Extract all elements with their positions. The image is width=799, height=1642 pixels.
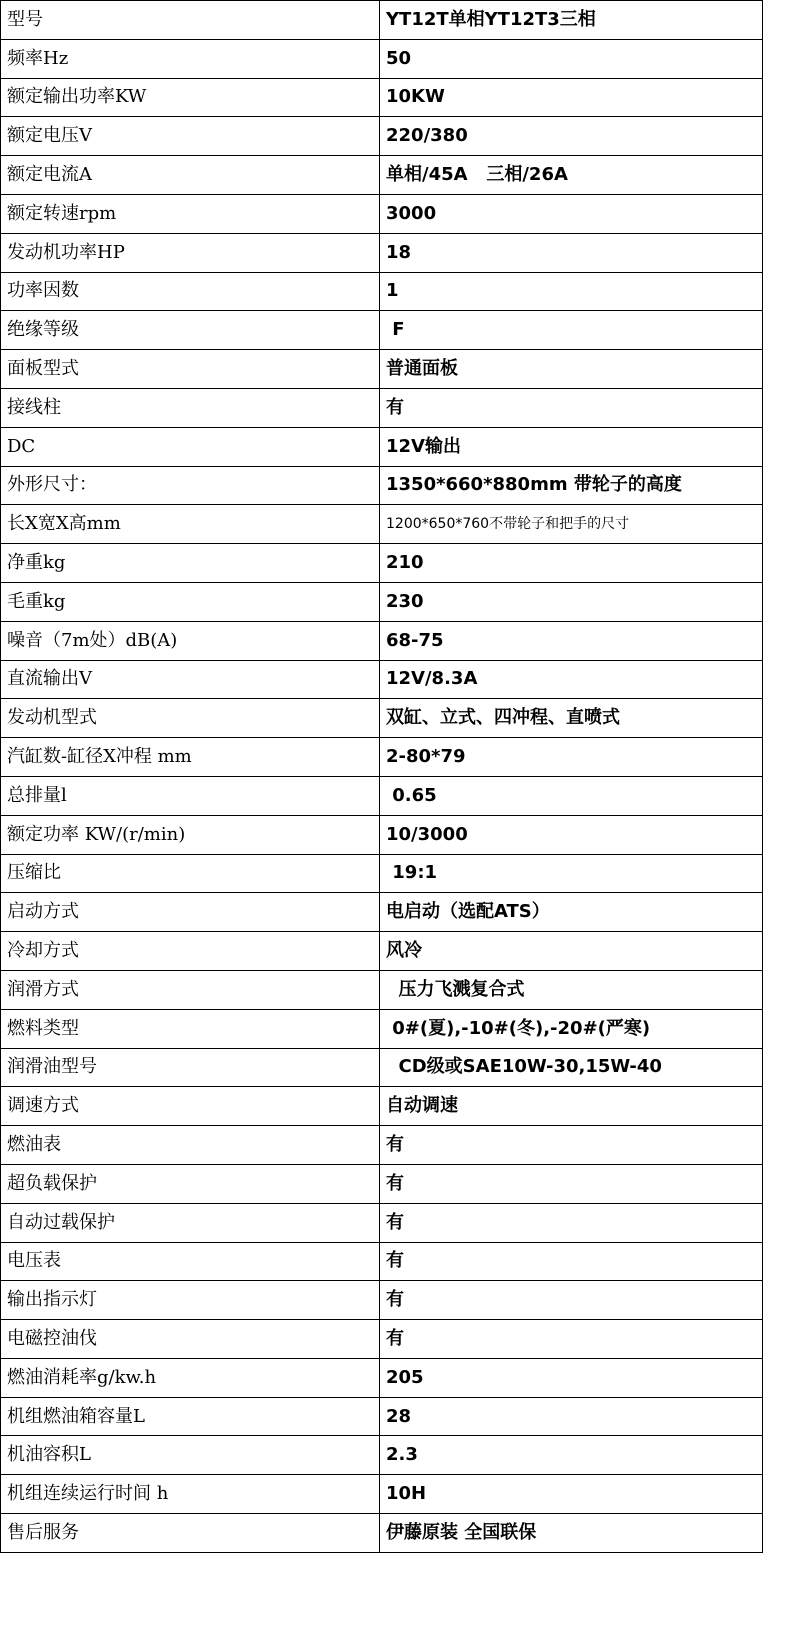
table-row	[1, 970, 763, 1009]
spec-value-cell: 1350*660*880mm 带轮子的高度	[380, 466, 763, 505]
table-row	[1, 854, 763, 893]
table-row	[1, 156, 763, 195]
table-row	[1, 117, 763, 156]
table-row	[1, 505, 763, 544]
table-row	[1, 1126, 763, 1165]
spec-value-cell: 12V/8.3A	[380, 660, 763, 699]
spec-label-cell: 电磁控油伐	[1, 1320, 380, 1359]
table-row	[1, 466, 763, 505]
spec-label-cell: 自动过载保护	[1, 1203, 380, 1242]
spec-value-cell: 0.65	[380, 776, 763, 815]
spec-value-cell: 电启动（选配ATS）	[380, 893, 763, 932]
spec-value-cell: 有	[380, 388, 763, 427]
table-row	[1, 427, 763, 466]
spec-value-cell: 有	[380, 1164, 763, 1203]
table-row	[1, 1164, 763, 1203]
spec-label-cell: 噪音（7m处）dB(A)	[1, 621, 380, 660]
spec-label-cell: 发动机型式	[1, 699, 380, 738]
spec-label-cell: 启动方式	[1, 893, 380, 932]
table-row	[1, 194, 763, 233]
spec-value-cell: 有	[380, 1242, 763, 1281]
spec-label-cell: 净重kg	[1, 544, 380, 583]
spec-label-cell: 外形尺寸：	[1, 466, 380, 505]
table-row	[1, 815, 763, 854]
table-row	[1, 699, 763, 738]
spec-label-cell: 接线柱	[1, 388, 380, 427]
table-row	[1, 893, 763, 932]
spec-label-cell: 燃油消耗率g/kw.h	[1, 1358, 380, 1397]
spec-label-cell: 调速方式	[1, 1087, 380, 1126]
table-row	[1, 776, 763, 815]
spec-label-cell: 售后服务	[1, 1514, 380, 1553]
spec-table-body	[1, 1, 763, 1553]
spec-value-cell: CD级或SAE10W-30,15W-40	[380, 1048, 763, 1087]
table-row	[1, 932, 763, 971]
spec-value-cell: 1	[380, 272, 763, 311]
table-row	[1, 1358, 763, 1397]
spec-value-cell: 18	[380, 233, 763, 272]
table-row	[1, 39, 763, 78]
table-row	[1, 1048, 763, 1087]
spec-label-cell: 额定电压V	[1, 117, 380, 156]
spec-label-cell: 压缩比	[1, 854, 380, 893]
spec-value-cell: 19:1	[380, 854, 763, 893]
spec-value-cell: 210	[380, 544, 763, 583]
spec-label-cell: 燃料类型	[1, 1009, 380, 1048]
spec-value-cell: 68-75	[380, 621, 763, 660]
table-row	[1, 233, 763, 272]
spec-value-cell: 220/380	[380, 117, 763, 156]
spec-label-cell: 总排量l	[1, 776, 380, 815]
table-row	[1, 388, 763, 427]
spec-value-cell: 28	[380, 1397, 763, 1436]
spec-value-cell: F	[380, 311, 763, 350]
spec-value-cell: 有	[380, 1281, 763, 1320]
table-row	[1, 78, 763, 117]
spec-label-cell: 额定功率 KW/(r/min)	[1, 815, 380, 854]
table-row	[1, 1397, 763, 1436]
spec-label-cell: 冷却方式	[1, 932, 380, 971]
spec-label-cell: 机组燃油箱容量L	[1, 1397, 380, 1436]
spec-value-cell: 12V输出	[380, 427, 763, 466]
spec-value-cell: 自动调速	[380, 1087, 763, 1126]
spec-label-cell: 频率Hz	[1, 39, 380, 78]
spec-label-cell: 汽缸数-缸径X冲程 mm	[1, 738, 380, 777]
spec-value-cell: 0#(夏),-10#(冬),-20#(严寒)	[380, 1009, 763, 1048]
spec-value-cell: 230	[380, 582, 763, 621]
table-row	[1, 544, 763, 583]
table-row	[1, 350, 763, 389]
spec-value-cell: 10/3000	[380, 815, 763, 854]
spec-label-cell: 机组连续运行时间 h	[1, 1475, 380, 1514]
table-row	[1, 1087, 763, 1126]
table-row	[1, 582, 763, 621]
spec-label-cell: 型号	[1, 1, 380, 40]
table-row	[1, 621, 763, 660]
table-row	[1, 1009, 763, 1048]
spec-label-cell: 功率因数	[1, 272, 380, 311]
table-row	[1, 1281, 763, 1320]
table-row	[1, 1, 763, 40]
spec-label-cell: 绝缘等级	[1, 311, 380, 350]
table-row	[1, 738, 763, 777]
spec-value-cell: 2-80*79	[380, 738, 763, 777]
spec-label-cell: 超负载保护	[1, 1164, 380, 1203]
spec-value-cell: 10KW	[380, 78, 763, 117]
spec-label-cell: 输出指示灯	[1, 1281, 380, 1320]
spec-value-cell: 普通面板	[380, 350, 763, 389]
spec-label-cell: 面板型式	[1, 350, 380, 389]
table-row	[1, 660, 763, 699]
spec-value-cell: 有	[380, 1126, 763, 1165]
spec-label-cell: 额定输出功率KW	[1, 78, 380, 117]
spec-value-cell: 双缸、立式、四冲程、直喷式	[380, 699, 763, 738]
spec-value-cell: 压力飞溅复合式	[380, 970, 763, 1009]
spec-value-cell: 风冷	[380, 932, 763, 971]
spec-label-cell: 电压表	[1, 1242, 380, 1281]
spec-value-cell: 单相/45A 三相/26A	[380, 156, 763, 195]
table-row	[1, 1436, 763, 1475]
table-row	[1, 1203, 763, 1242]
spec-label-cell: 额定电流A	[1, 156, 380, 195]
table-row	[1, 1242, 763, 1281]
spec-value-cell: 3000	[380, 194, 763, 233]
spec-value-cell: 有	[380, 1203, 763, 1242]
table-row	[1, 1475, 763, 1514]
spec-label-cell: 额定转速rpm	[1, 194, 380, 233]
spec-value-cell: 1200*650*760不带轮子和把手的尺寸	[380, 505, 763, 544]
spec-value-cell: 205	[380, 1358, 763, 1397]
spec-value-cell: 伊藤原装 全国联保	[380, 1514, 763, 1553]
spec-label-cell: 燃油表	[1, 1126, 380, 1165]
spec-label-cell: 直流输出V	[1, 660, 380, 699]
spec-label-cell: 机油容积L	[1, 1436, 380, 1475]
spec-value-cell: 2.3	[380, 1436, 763, 1475]
spec-value-cell: 10H	[380, 1475, 763, 1514]
spec-label-cell: 长X宽X高mm	[1, 505, 380, 544]
spec-label-cell: 润滑油型号	[1, 1048, 380, 1087]
spec-value-cell: 50	[380, 39, 763, 78]
table-row	[1, 272, 763, 311]
table-row	[1, 311, 763, 350]
spec-label-cell: DC	[1, 427, 380, 466]
spec-label-cell: 润滑方式	[1, 970, 380, 1009]
table-row	[1, 1320, 763, 1359]
spec-value-cell: 有	[380, 1320, 763, 1359]
table-row	[1, 1514, 763, 1553]
spec-label-cell: 毛重kg	[1, 582, 380, 621]
spec-label-cell: 发动机功率HP	[1, 233, 380, 272]
spec-value-cell: YT12T单相YT12T3三相	[380, 1, 763, 40]
